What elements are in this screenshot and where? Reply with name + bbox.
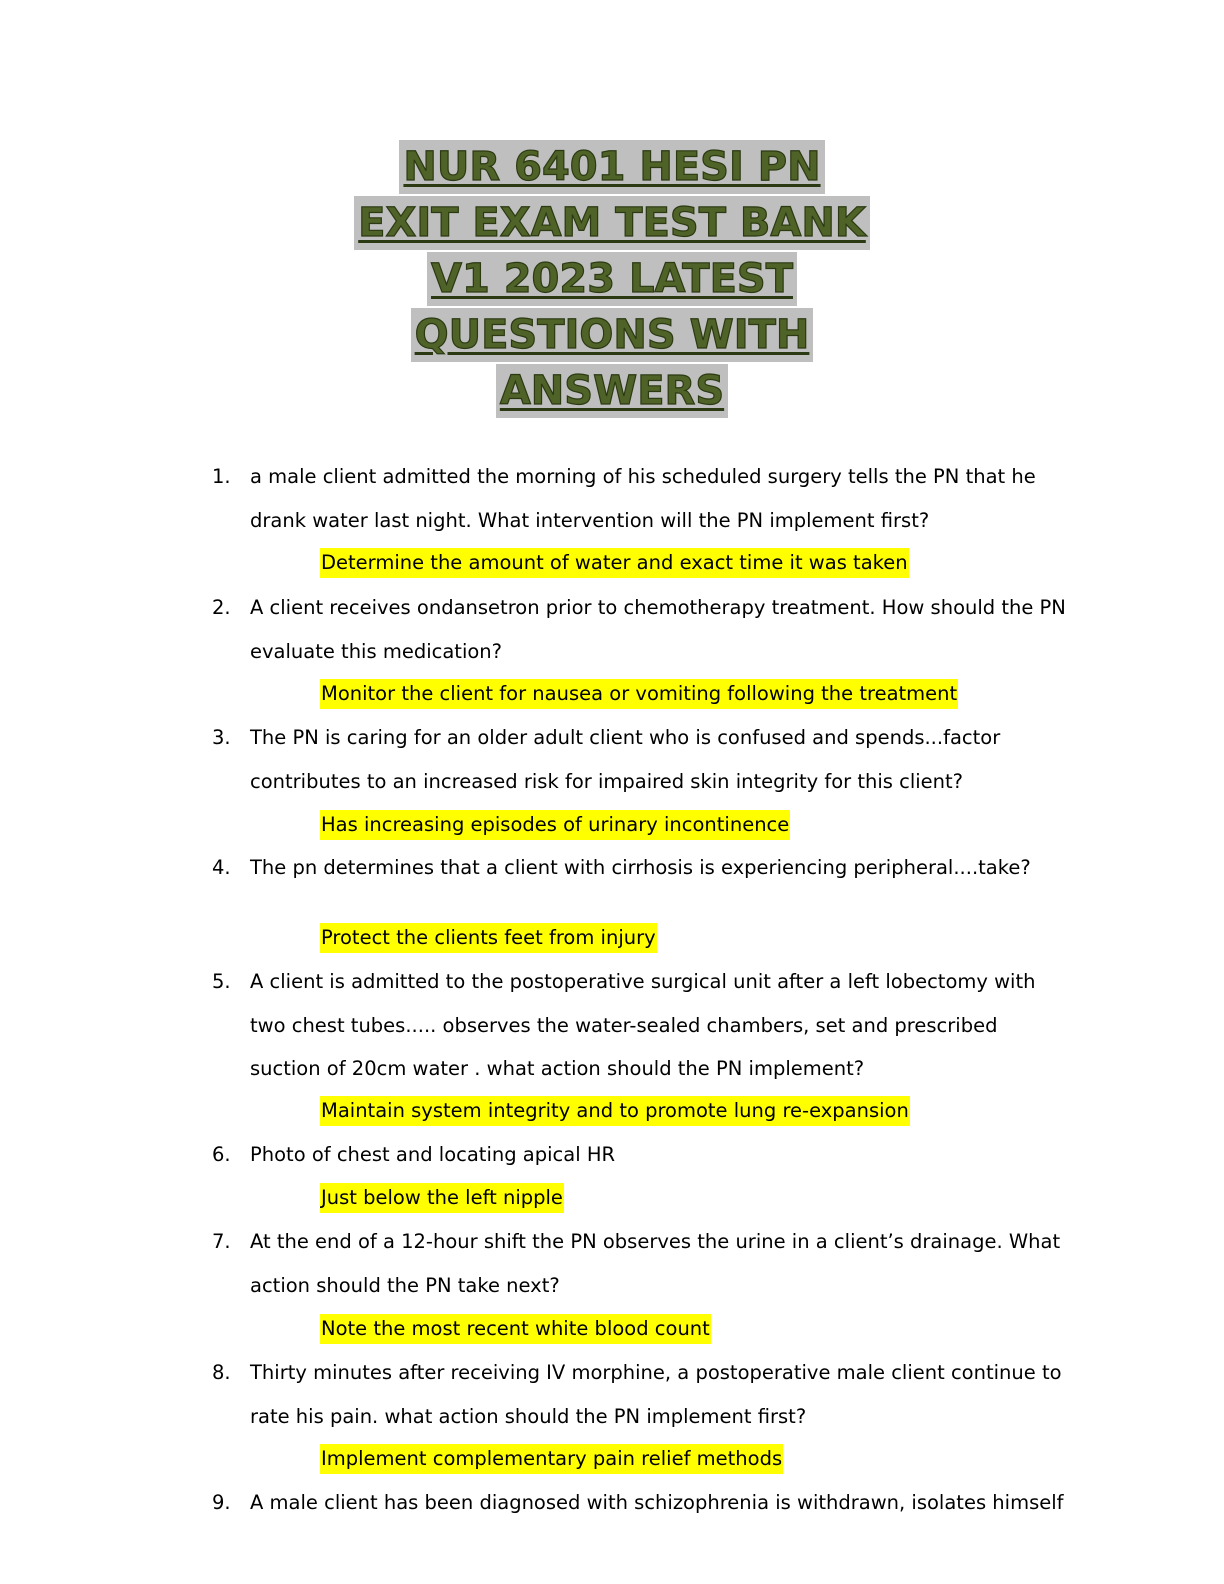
answer-highlight: [320, 1096, 910, 1126]
answer-text: Monitor the client for nausea or vomiting following the treatment: [320, 679, 958, 709]
answer-highlight: [320, 923, 657, 953]
answer-text: Implement complementary pain relief methods: [320, 1444, 783, 1474]
question-number: 3.: [212, 726, 231, 749]
question-number: 1.: [212, 465, 231, 488]
question-text: A client is admitted to the postoperative surgical unit after a left lobectomy with two chest tubes..... observes the water-sealed chambers, set and prescribed suction of 20cm water . what action should the PN implement?: [250, 970, 1036, 1080]
answer-highlight: [320, 810, 790, 840]
title-line: EXIT EXAM TEST BANK: [0, 196, 1224, 252]
answer-highlight: [320, 679, 958, 709]
question-number: 7.: [212, 1230, 231, 1253]
question-text: The PN is caring for an older adult client who is confused and spends...factor contributes to an increased risk for impaired skin integrity for this client?: [250, 726, 1001, 793]
question-item: [212, 1351, 1070, 1438]
question-item: [212, 960, 1070, 1091]
question-number: 4.: [212, 856, 231, 879]
question-item: [212, 716, 1070, 803]
title-line: NUR 6401 HESI PN: [0, 140, 1224, 196]
question-number: 6.: [212, 1143, 231, 1166]
question-number: 2.: [212, 596, 231, 619]
title-line: QUESTIONS WITH: [0, 308, 1224, 364]
title-line: V1 2023 LATEST: [0, 252, 1224, 308]
question-item: [212, 846, 1070, 890]
question-number: 9.: [212, 1491, 231, 1514]
question-text: Thirty minutes after receiving IV morphine, a postoperative male client continue to rate his pain. what action should the PN implement first?: [250, 1361, 1062, 1428]
question-item: [212, 1481, 1070, 1525]
answer-text: Determine the amount of water and exact time it was taken: [320, 548, 909, 578]
question-number: 5.: [212, 970, 231, 993]
question-text: The pn determines that a client with cirrhosis is experiencing peripheral....take?: [250, 856, 1031, 879]
answer-text: Maintain system integrity and to promote lung re-expansion: [320, 1096, 910, 1126]
question-item: [212, 1133, 1070, 1177]
answer-text: Has increasing episodes of urinary incontinence: [320, 810, 790, 840]
answer-highlight: [320, 1183, 564, 1213]
answer-highlight: [320, 1314, 711, 1344]
answer-highlight: [320, 548, 909, 578]
title-line: ANSWERS: [0, 364, 1224, 420]
question-item: [212, 586, 1070, 673]
question-text: a male client admitted the morning of his scheduled surgery tells the PN that he drank water last night. What intervention will the PN implement first?: [250, 465, 1036, 532]
answer-text: Note the most recent white blood count: [320, 1314, 711, 1344]
answer-highlight: [320, 1444, 783, 1474]
question-number: 8.: [212, 1361, 231, 1384]
question-item: [212, 1220, 1070, 1307]
answer-text: Just below the left nipple: [320, 1183, 564, 1213]
question-text: A client receives ondansetron prior to chemotherapy treatment. How should the PN evaluate this medication?: [250, 596, 1066, 663]
question-item: [212, 455, 1070, 542]
answer-text: Protect the clients feet from injury: [320, 923, 657, 953]
question-text: Photo of chest and locating apical HR: [250, 1143, 616, 1166]
question-text: A male client has been diagnosed with schizophrenia is withdrawn, isolates himself: [250, 1491, 1064, 1514]
question-text: At the end of a 12-hour shift the PN observes the urine in a client’s drainage. What action should the PN take next?: [250, 1230, 1061, 1297]
